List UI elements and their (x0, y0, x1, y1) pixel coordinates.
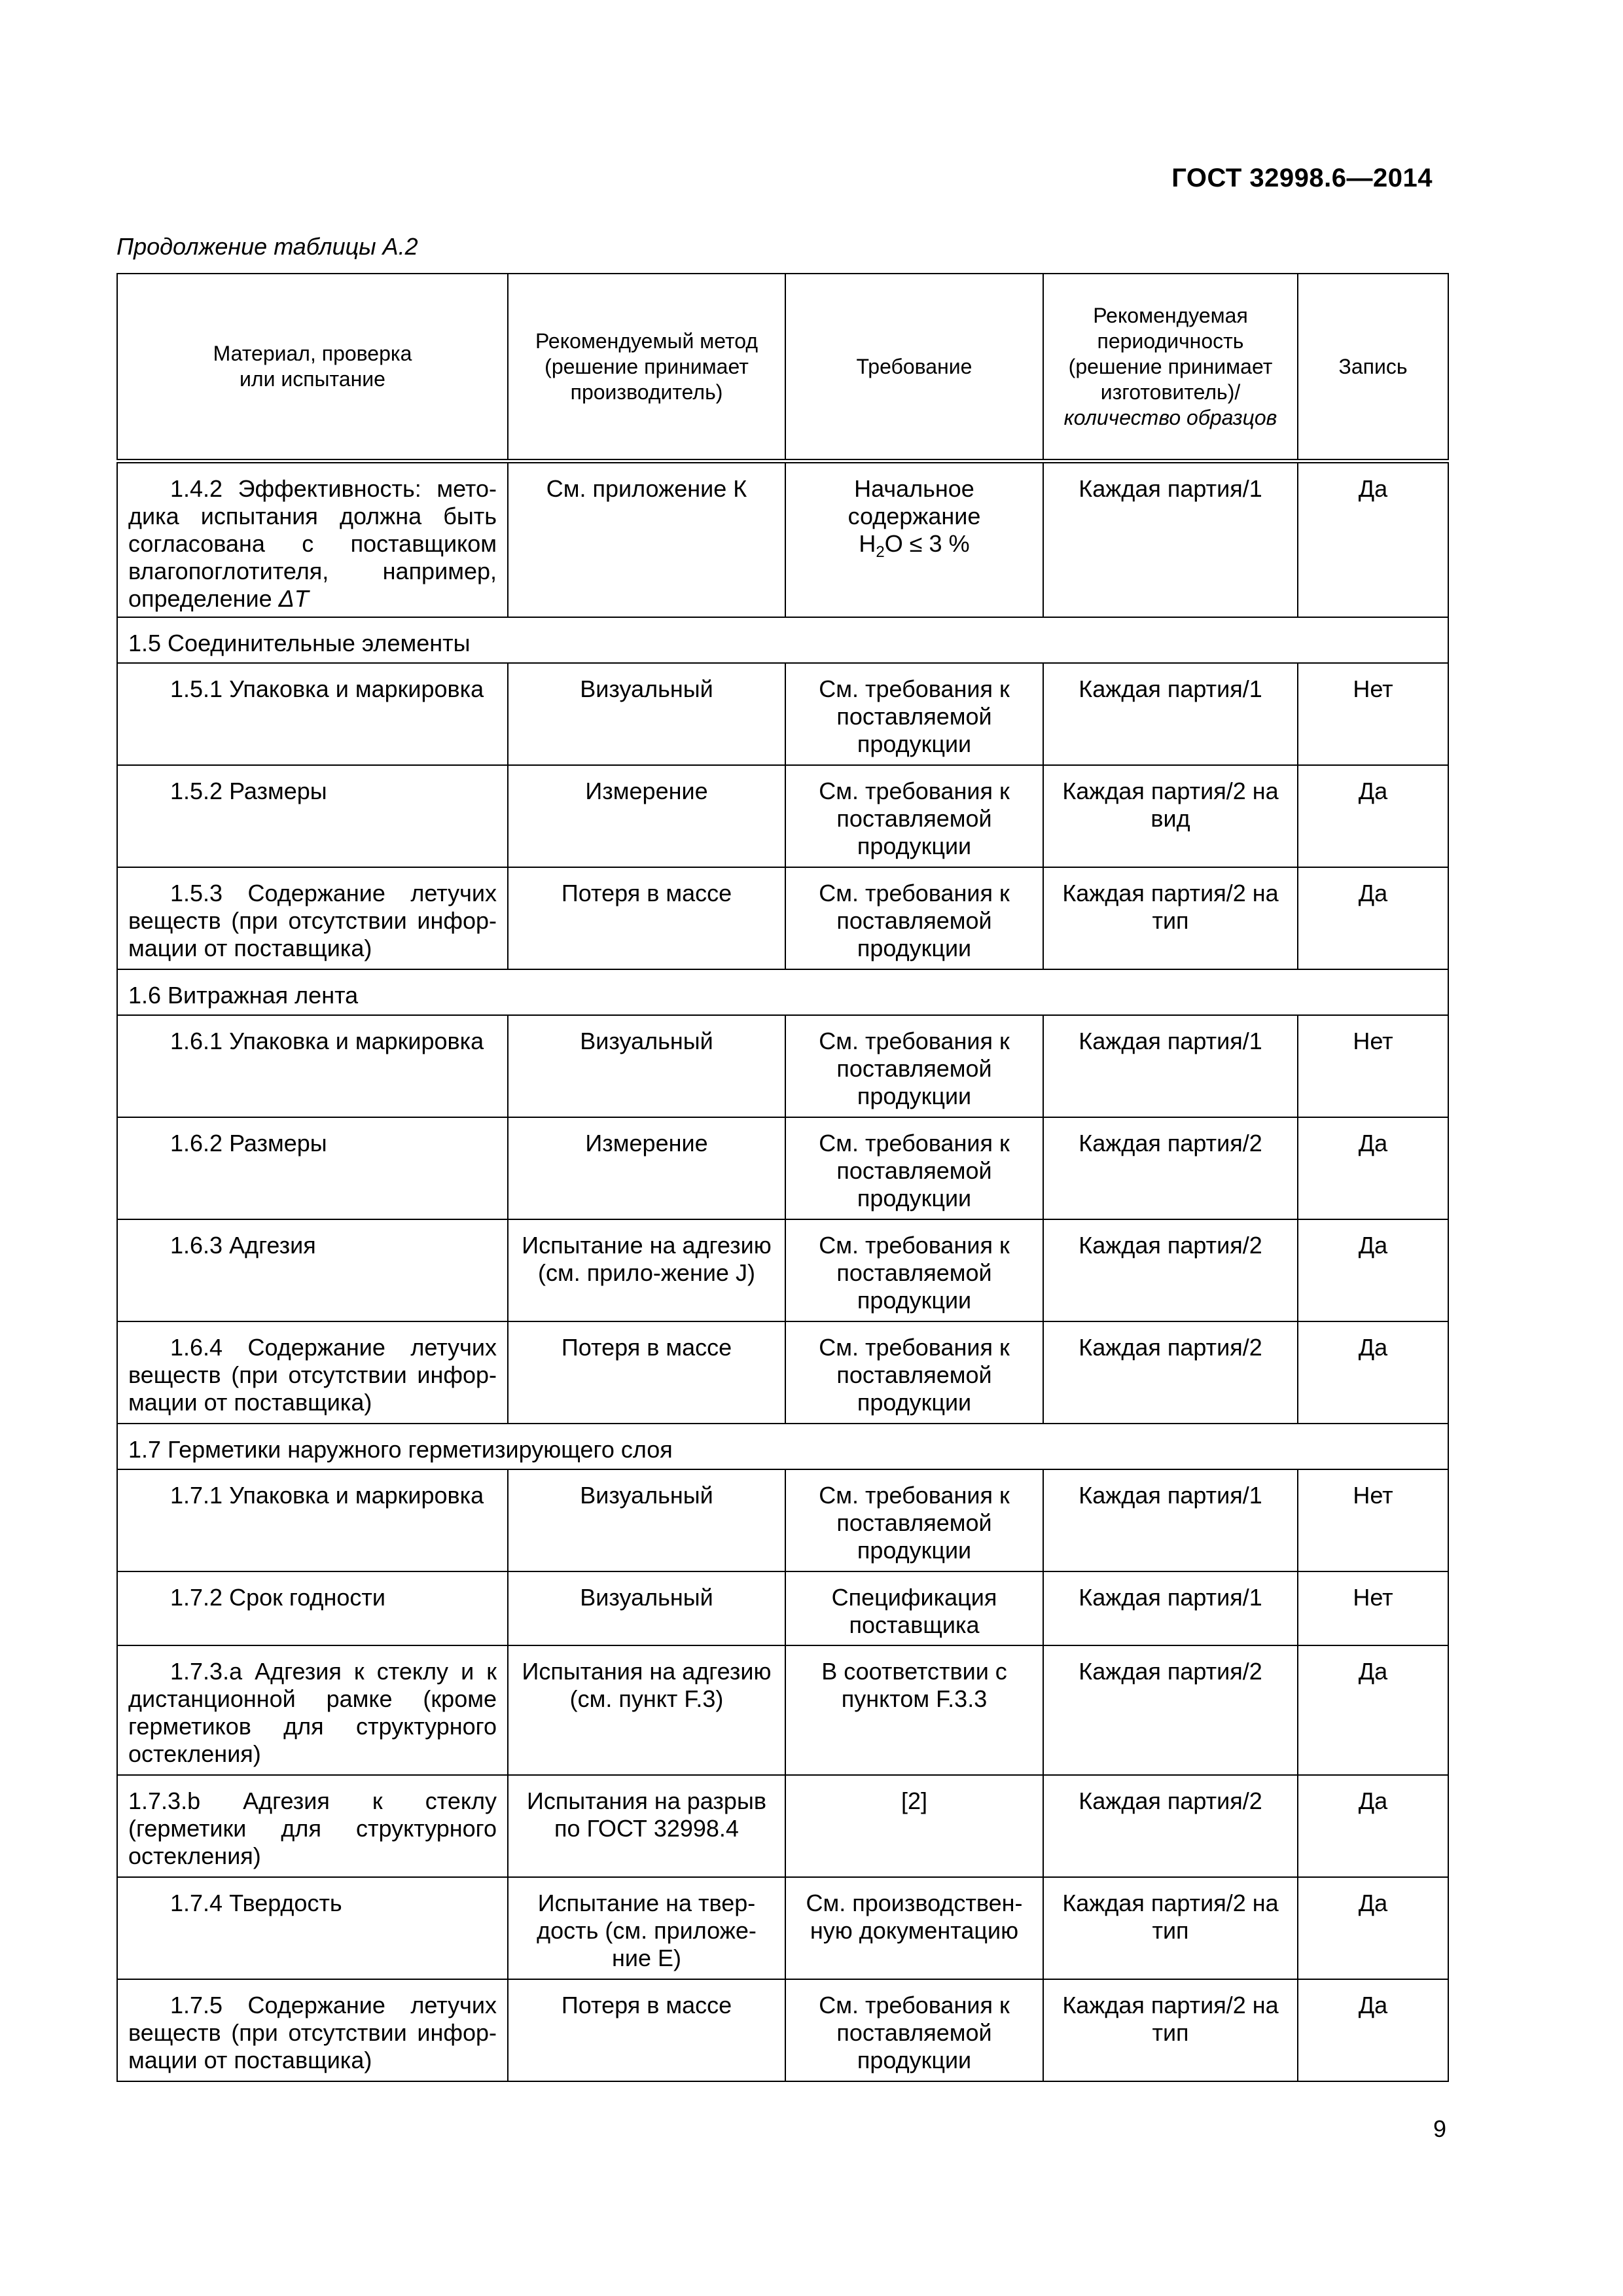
cell-material (117, 867, 508, 969)
cell-material (117, 1321, 508, 1424)
formula-h: H (859, 530, 876, 557)
cell-material (117, 1117, 508, 1219)
cell-material (117, 1979, 508, 2081)
header-line: (решение принимает (544, 354, 749, 378)
cell-record: Да (1298, 461, 1448, 618)
cell-record: Да (1298, 1979, 1448, 2081)
cell-periodicity: Каждая партия/2 на тип (1043, 867, 1298, 969)
cell-method: Визуальный (508, 1469, 785, 1571)
cell-requirement: См. требования к поставляемой продукции (785, 1469, 1043, 1571)
req-line: Начальное (854, 475, 974, 502)
cell-requirement: См. требования к поставляемой продукции (785, 1219, 1043, 1321)
table-caption: Продолжение таблицы А.2 (116, 233, 418, 260)
delta-t-symbol: ΔT (278, 585, 309, 612)
cell-periodicity: Каждая партия/2 на вид (1043, 765, 1298, 867)
cell-material-text: 1.5.1 Упаковка и маркировка (170, 675, 484, 702)
cell-record: Да (1298, 1219, 1448, 1321)
requirements-table (116, 273, 1449, 2082)
formula-subscript: 2 (876, 543, 885, 562)
cell-periodicity: Каждая партия/2 (1043, 1117, 1298, 1219)
cell-record: Да (1298, 1775, 1448, 1877)
section-title: 1.7 Герметики наружного герметизирующего слоя (117, 1424, 1448, 1469)
cell-material (117, 1775, 508, 1877)
header-line: Рекомендуемый метод (535, 329, 758, 353)
cell-requirement: См. требования к поставляемой продукции (785, 1117, 1043, 1219)
cell-record: Нет (1298, 1015, 1448, 1117)
cell-material-text: 1.5.2 Размеры (170, 778, 327, 804)
cell-material (117, 663, 508, 765)
cell-material (117, 765, 508, 867)
cell-record: Да (1298, 1117, 1448, 1219)
header-line: Рекомендуемая (1093, 303, 1248, 327)
cell-record: Нет (1298, 1571, 1448, 1645)
cell-method: Испытание на твер-дость (см. приложе-ние Е) (508, 1877, 785, 1979)
cell-periodicity: Каждая партия/2 на тип (1043, 1877, 1298, 1979)
cell-material-text: 1.6.3 Адгезия (170, 1232, 316, 1259)
cell-material-text: 1.7.3.a Адгезия к стеклу и к дистанционной рамке (кроме герметиков для структурного остекления) (128, 1658, 497, 1767)
header-line: производитель) (570, 380, 723, 404)
table-row (117, 1571, 1448, 1645)
header-line: Требование (856, 354, 972, 378)
cell-periodicity: Каждая партия/2 (1043, 1645, 1298, 1775)
cell-material-text: 1.7.1 Упаковка и маркировка (170, 1482, 484, 1509)
cell-method: Измерение (508, 1117, 785, 1219)
cell-material (117, 1877, 508, 1979)
cell-requirement: См. требования к поставляемой продукции (785, 867, 1043, 969)
cell-requirement: См. производствен-ную документацию (785, 1877, 1043, 1979)
table-row (117, 1015, 1448, 1117)
header-line: (решение принимает (1068, 354, 1273, 378)
section-title: 1.5 Соединительные элементы (117, 617, 1448, 663)
cell-requirement: В соответствии с пунктом F.3.3 (785, 1645, 1043, 1775)
cell-periodicity: Каждая партия/2 (1043, 1321, 1298, 1424)
cell-record: Да (1298, 765, 1448, 867)
header-periodicity (1043, 274, 1298, 461)
cell-method: Испытание на адгезию (см. прило-жение J) (508, 1219, 785, 1321)
cell-record: Да (1298, 867, 1448, 969)
cell-periodicity: Каждая партия/1 (1043, 461, 1298, 618)
cell-record: Да (1298, 1321, 1448, 1424)
cell-material-text: 1.7.4 Твердость (170, 1890, 342, 1916)
cell-material (117, 1015, 508, 1117)
cell-method: Измерение (508, 765, 785, 867)
cell-requirement: См. требования к поставляемой продукции (785, 1979, 1043, 2081)
cell-material (117, 1645, 508, 1775)
cell-material (117, 1219, 508, 1321)
header-line: периодичность (1097, 329, 1244, 353)
cell-record: Да (1298, 1877, 1448, 1979)
document-standard-title: ГОСТ 32998.6—2014 (1171, 164, 1433, 192)
cell-material-text: 1.6.4 Содержание летучих веществ (при отсутствии инфор-мации от поставщика) (128, 1334, 497, 1416)
cell-periodicity: Каждая партия/2 на тип (1043, 1979, 1298, 2081)
page-number: 9 (1433, 2115, 1447, 2142)
cell-record: Нет (1298, 1469, 1448, 1571)
cell-periodicity: Каждая партия/1 (1043, 1571, 1298, 1645)
header-requirement (785, 274, 1043, 461)
table-row (117, 461, 1448, 618)
cell-periodicity: Каждая партия/1 (1043, 663, 1298, 765)
table-header-row (117, 274, 1448, 461)
table-row (117, 1321, 1448, 1424)
cell-material (117, 1571, 508, 1645)
cell-requirement (785, 461, 1043, 618)
header-method (508, 274, 785, 461)
table-row (117, 1877, 1448, 1979)
table-row (117, 867, 1448, 969)
cell-method: См. приложение К (508, 461, 785, 618)
header-line-italic: количество образцов (1063, 405, 1277, 429)
header-material (117, 274, 508, 461)
cell-requirement: См. требования к поставляемой продукции (785, 765, 1043, 867)
req-formula (796, 530, 1032, 562)
section-row (117, 617, 1448, 663)
cell-requirement: См. требования к поставляемой продукции (785, 663, 1043, 765)
header-record (1298, 274, 1448, 461)
req-line: содержание (847, 503, 981, 529)
section-row (117, 1424, 1448, 1469)
table-row (117, 765, 1448, 867)
cell-record: Да (1298, 1645, 1448, 1775)
cell-material-text: 1.4.2 Эффективность: мето-дика испытания должна быть согласована с поставщиком влагопоглотителя, например, определение (128, 475, 497, 612)
table-row (117, 1117, 1448, 1219)
cell-material-text: 1.5.3 Содержание летучих веществ (при отсутствии инфор-мации от поставщика) (128, 880, 497, 961)
cell-periodicity: Каждая партия/1 (1043, 1015, 1298, 1117)
cell-method: Потеря в массе (508, 1321, 785, 1424)
cell-periodicity: Каждая партия/1 (1043, 1469, 1298, 1571)
cell-record: Нет (1298, 663, 1448, 765)
header-line: или испытание (240, 367, 385, 391)
table-row (117, 1219, 1448, 1321)
cell-requirement: [2] (785, 1775, 1043, 1877)
table-row (117, 1775, 1448, 1877)
section-row (117, 969, 1448, 1015)
table-row (117, 663, 1448, 765)
cell-method: Визуальный (508, 1571, 785, 1645)
header-line: изготовитель)/ (1100, 380, 1241, 404)
table-row (117, 1979, 1448, 2081)
cell-material (117, 461, 508, 618)
cell-method: Визуальный (508, 1015, 785, 1117)
cell-requirement: См. требования к поставляемой продукции (785, 1321, 1043, 1424)
table-row (117, 1645, 1448, 1775)
cell-material-text: 1.7.3.b Адгезия к стеклу (герметики для структурного остекления) (128, 1787, 497, 1869)
cell-requirement: См. требования к поставляемой продукции (785, 1015, 1043, 1117)
cell-material (117, 1469, 508, 1571)
section-title: 1.6 Витражная лента (117, 969, 1448, 1015)
cell-material-text: 1.6.2 Размеры (170, 1130, 327, 1157)
cell-material-text: 1.6.1 Упаковка и маркировка (170, 1028, 484, 1054)
cell-method: Испытания на разрыв по ГОСТ 32998.4 (508, 1775, 785, 1877)
cell-method: Визуальный (508, 663, 785, 765)
table-row (117, 1469, 1448, 1571)
formula-rest: O ≤ 3 % (884, 530, 970, 557)
cell-method: Испытания на адгезию (см. пункт F.3) (508, 1645, 785, 1775)
cell-method: Потеря в массе (508, 867, 785, 969)
cell-material-text: 1.7.5 Содержание летучих веществ (при отсутствии инфор-мации от поставщика) (128, 1992, 497, 2073)
cell-periodicity: Каждая партия/2 (1043, 1775, 1298, 1877)
cell-material-text: 1.7.2 Срок годности (170, 1584, 385, 1611)
header-line: Материал, проверка (213, 342, 412, 365)
header-line: Запись (1338, 354, 1408, 378)
cell-method: Потеря в массе (508, 1979, 785, 2081)
cell-periodicity: Каждая партия/2 (1043, 1219, 1298, 1321)
cell-requirement: Спецификация поставщика (785, 1571, 1043, 1645)
